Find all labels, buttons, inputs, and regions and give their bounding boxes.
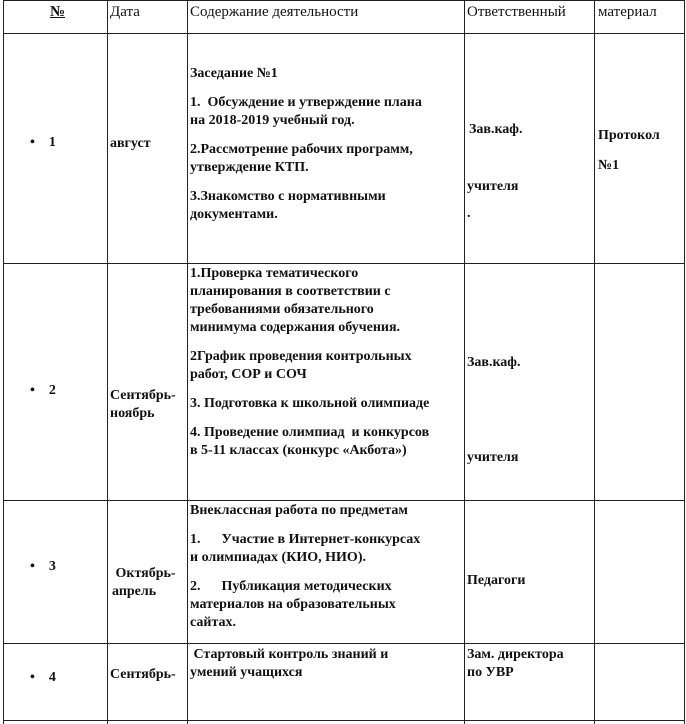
row-responsible: . — [467, 206, 471, 221]
row-responsible: Зав.каф. — [467, 355, 521, 370]
row-content — [190, 502, 420, 643]
row-date: Сентябрь- — [110, 667, 176, 682]
content-paragraph: 1. Участие в Интернет-конкурсах и олимпиадах (КИО, НИО). — [190, 532, 421, 565]
row-content — [190, 265, 429, 471]
header-number: № — [50, 4, 66, 20]
content-paragraph: Заседание №1 — [190, 66, 278, 81]
row-content — [190, 65, 422, 235]
content-paragraph: 4. Проведение олимпиад и конкурсов в 5-11 классах (конкурс «Акбота») — [190, 425, 430, 458]
row-responsible: Педагоги — [467, 573, 526, 588]
content-paragraph: 1.Проверка тематического планирования в соответствии с требованиями обязательного минимума содержания обучения. — [190, 266, 401, 335]
content-paragraph: 1. Обсуждение и утверждение плана на 2018-2019 учебный год. — [190, 95, 422, 128]
column-border — [187, 0, 188, 724]
row-responsible: учителя — [467, 450, 519, 465]
row-responsible: Зав.каф. — [469, 122, 523, 137]
content-paragraph: 3. Подготовка к школьной олимпиаде — [190, 396, 430, 411]
content-paragraph: Стартовый контроль знаний и умений учащихся — [190, 647, 389, 680]
row-border — [3, 720, 684, 721]
header-material: материал — [598, 4, 657, 20]
row-date: август — [110, 136, 151, 151]
content-paragraph: 2. Публикация методических материалов на образовательных сайтах. — [190, 579, 396, 630]
header-content: Содержание деятельности — [190, 4, 359, 20]
row-number: • 2 — [30, 383, 56, 399]
row-date: Сентябрь- ноябрь — [110, 388, 176, 421]
row-material: Протокол №1 — [598, 128, 660, 173]
row-date: Октябрь- апрель — [112, 566, 176, 599]
content-paragraph: 2График проведения контрольных работ, СОР и СОЧ — [190, 349, 412, 382]
row-border — [3, 33, 684, 34]
row-number: • 4 — [30, 670, 56, 686]
row-number: • 3 — [30, 559, 56, 575]
row-border — [3, 500, 684, 501]
row-border — [3, 263, 684, 264]
column-border — [684, 0, 685, 724]
column-border — [464, 0, 465, 724]
row-border — [3, 643, 684, 644]
column-border — [594, 0, 595, 724]
row-responsible: учителя — [467, 179, 519, 194]
header-responsible: Ответственный — [467, 4, 566, 20]
column-border — [107, 0, 108, 724]
row-number: • 1 — [30, 135, 56, 151]
content-paragraph: 3.Знакомство с нормативными документами. — [190, 189, 386, 222]
row-content — [190, 646, 388, 693]
row-responsible: Зам. директора по УВР — [467, 647, 564, 680]
content-paragraph: Внеклассная работа по предметам — [190, 503, 408, 518]
header-date: Дата — [110, 4, 140, 20]
column-border — [3, 0, 4, 724]
content-paragraph: 2.Рассмотрение рабочих программ, утверждение КТП. — [190, 142, 413, 175]
row-border — [3, 0, 684, 1]
